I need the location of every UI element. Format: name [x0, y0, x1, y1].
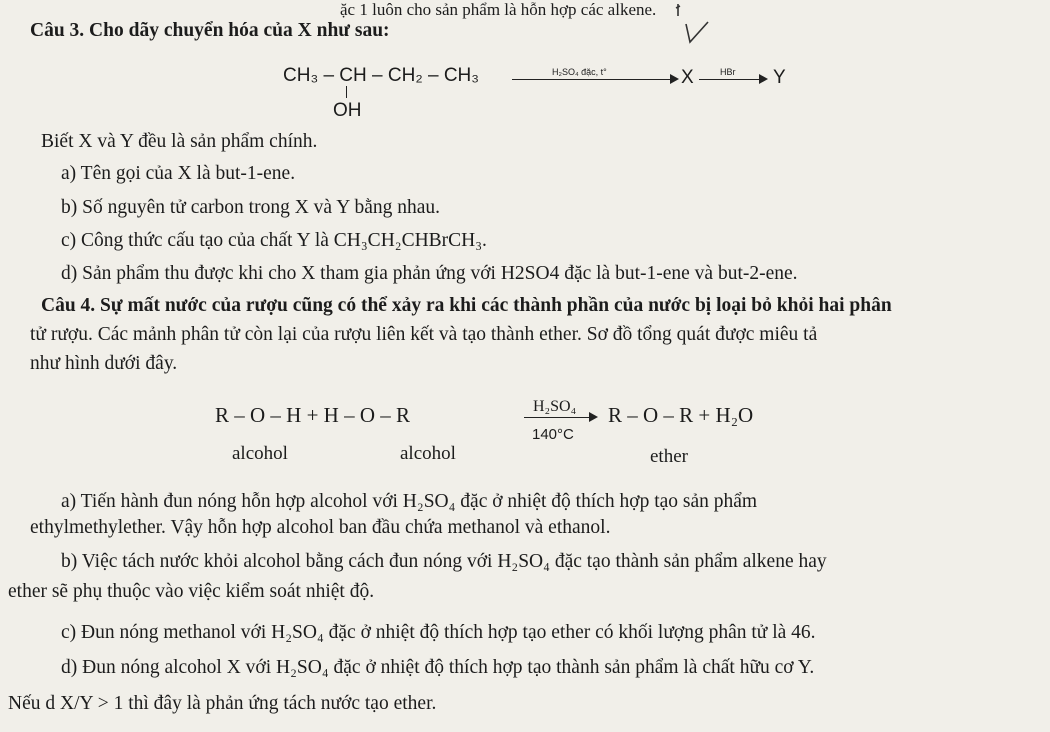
q4-option-d: d) Đun nóng alcohol X với H₂SO₄ đặc ở nhiệt độ thích hợp tạo thành sản phẩm là chất hữu cơ Y. — [61, 657, 815, 678]
q4-option-a-line1: a) Tiến hành đun nóng hỗn hợp alcohol với H₂SO₄ đặc ở nhiệt độ thích hợp tạo sản phẩm — [61, 491, 758, 512]
q3-option-d: d) Sản phẩm thu được khi cho X tham gia phản ứng với H2SO4 đặc là but-1-ene và but-2-ene. — [61, 263, 798, 284]
equation-left: R – O – H + H – O – R — [215, 403, 411, 427]
scheme-reagent2: HBr — [720, 67, 736, 77]
q3-title: Câu 3. Cho dãy chuyển hóa của X như sau: — [30, 20, 390, 41]
equation-right: R – O – R + H₂O — [608, 403, 754, 427]
equation-arrow — [524, 417, 590, 418]
scheme-chain: CH₃ – CH – CH₂ – CH₃ — [283, 65, 479, 86]
scheme-arrowhead1 — [670, 74, 679, 84]
scheme-arrow1 — [512, 79, 672, 80]
scheme-arrowhead2 — [759, 74, 768, 84]
equation-label-alcohol-2: alcohol — [400, 443, 456, 464]
scheme-product2: Y — [773, 67, 786, 88]
q4-option-c: c) Đun nóng methanol với H₂SO₄ đặc ở nhiệt độ thích hợp tạo ether có khối lượng phân tử là 46. — [61, 622, 816, 643]
q4-intro-line2: tử rượu. Các mảnh phân tử còn lại của rượu liên kết và tạo thành ether. Sơ đồ tổng quát được miêu tả — [30, 324, 818, 345]
handwritten-mark-icon — [672, 2, 712, 44]
q4-title: Câu 4. Sự mất nước của rượu cũng có thể xảy ra khi các thành phần của nước bị loại bỏ khỏi hai phân — [41, 295, 892, 316]
q4-intro-line3: như hình dưới đây. — [30, 353, 178, 374]
q3-option-b: b) Số nguyên tử carbon trong X và Y bằng nhau. — [61, 197, 441, 218]
equation-catalyst: H₂SO₄ — [533, 398, 577, 415]
cutoff-line: ặc 1 luôn cho sản phẩm là hỗn hợp các alkene. — [340, 0, 657, 19]
q4-option-e: Nếu d X/Y > 1 thì đây là phản ứng tách nước tạo ether. — [8, 693, 437, 714]
equation-label-alcohol-1: alcohol — [232, 443, 288, 464]
oh-bond — [346, 86, 347, 98]
scheme-reagent1: H₂SO₄ đặc, t° — [552, 67, 607, 77]
equation-temperature: 140°C — [532, 426, 574, 443]
equation-label-ether: ether — [650, 446, 688, 467]
equation-arrowhead — [589, 412, 598, 422]
scheme-arrow2 — [699, 79, 761, 80]
scheme-product1: X — [681, 67, 694, 88]
q3-note: Biết X và Y đều là sản phẩm chính. — [41, 131, 318, 152]
q4-option-a-line2: ethylmethylether. Vậy hỗn hợp alcohol ban đầu chứa methanol và ethanol. — [30, 517, 611, 538]
scheme-oh: OH — [333, 100, 362, 121]
q4-option-b-line1: b) Việc tách nước khỏi alcohol bằng cách đun nóng với H₂SO₄ đặc tạo thành sản phẩm alkene hay — [61, 551, 827, 572]
q3-option-c: c) Công thức cấu tạo của chất Y là CH₃CH₂CHBrCH₃. — [61, 230, 487, 251]
q4-intro-line1 — [41, 294, 892, 318]
q3-option-a: a) Tên gọi của X là but-1-ene. — [61, 163, 296, 184]
q4-option-b-line2: ether sẽ phụ thuộc vào việc kiểm soát nhiệt độ. — [8, 581, 375, 602]
